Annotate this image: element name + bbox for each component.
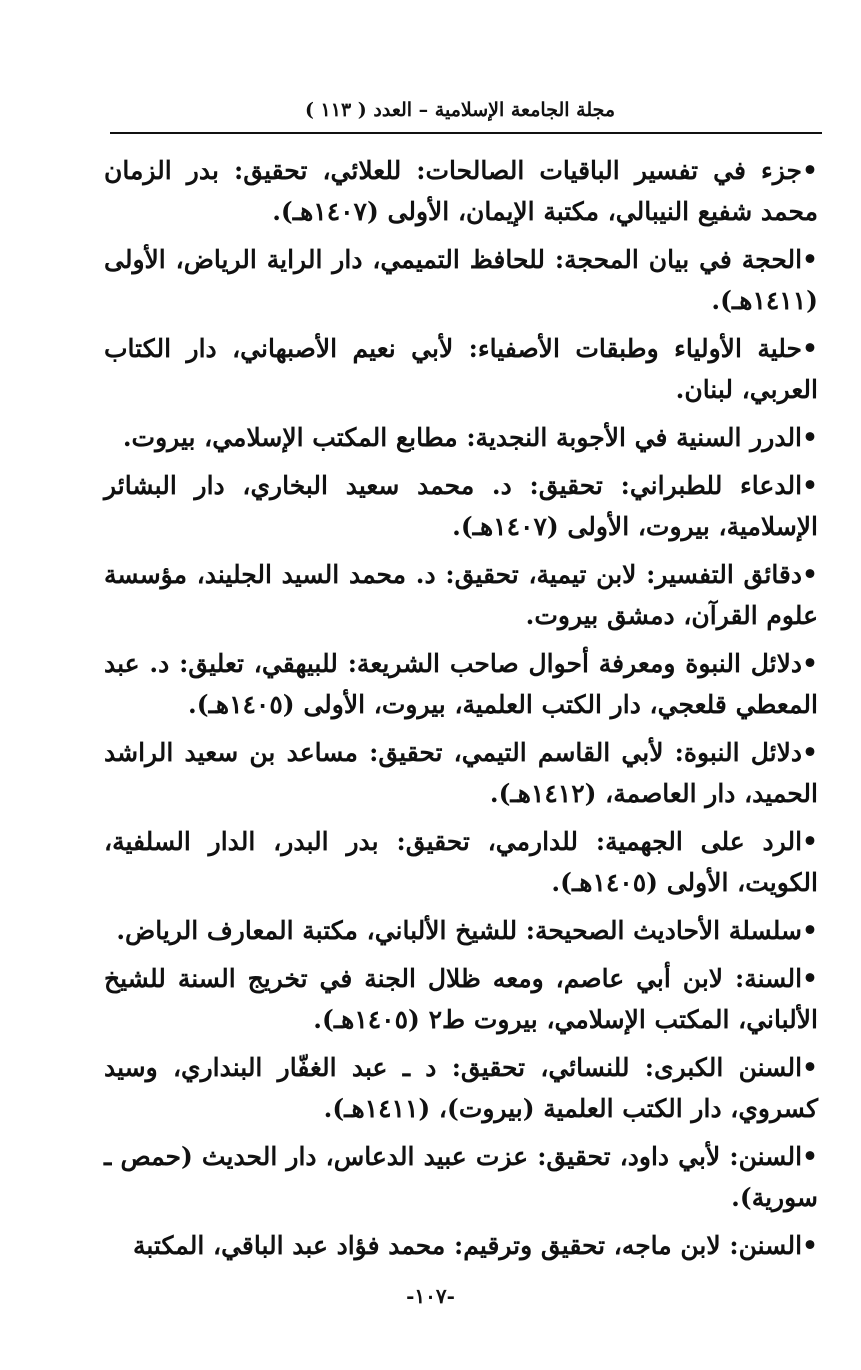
running-header: مجلة الجامعة الإسلامية – العدد ( ١١٣ )	[304, 99, 616, 121]
bibliography-entry: •الدعاء للطبراني: تحقيق: د. محمد سعيد البخاري، دار البشائر الإسلامية، بيروت، الأولى (١٤٠٧هـ).	[104, 471, 818, 541]
bibliography-entry: •السنن: لأبي داود، تحقيق: عزت عبيد الدعاس، دار الحديث (حمص ـ سورية).	[104, 1142, 818, 1212]
bibliography-entry: •سلسلة الأحاديث الصحيحة: للشيخ الألباني، مكتبة المعارف الرياض.	[116, 916, 818, 945]
bibliography-entry: •دلائل النبوة ومعرفة أحوال صاحب الشريعة: للبيهقي، تعليق: د. عبد المعطي قلعجي، دار الكتب العلمية، بيروت، الأولى (١٤٠٥هـ).	[104, 649, 818, 719]
page-number: -١٠٧-	[406, 1284, 455, 1308]
bibliography-entry: •السنن الكبرى: للنسائي، تحقيق: د ـ عبد الغفّار البنداري، وسيد كسروي، دار الكتب العلمية (بيروت)، (١٤١١هـ).	[104, 1053, 818, 1123]
bibliography-entry: •دقائق التفسير: لابن تيمية، تحقيق: د. محمد السيد الجليند، مؤسسة علوم القرآن، دمشق بيروت.	[104, 560, 818, 630]
bibliography-entry: •دلائل النبوة: لأبي القاسم التيمي، تحقيق: مساعد بن سعيد الراشد الحميد، دار العاصمة، (١٤١٢هـ).	[104, 738, 818, 808]
bibliography-entry: •السنن: لابن ماجه، تحقيق وترقيم: محمد فؤاد عبد الباقي، المكتبة	[132, 1231, 818, 1260]
header-divider	[110, 132, 822, 134]
bibliography-list	[104, 150, 818, 1273]
bibliography-entry: •الدرر السنية في الأجوبة النجدية: مطابع المكتب الإسلامي، بيروت.	[122, 423, 818, 452]
bibliography-entry: •الرد على الجهمية: للدارمي، تحقيق: بدر البدر، الدار السلفية، الكويت، الأولى (١٤٠٥هـ).	[104, 827, 818, 897]
bibliography-entry: •حلية الأولياء وطبقات الأصفياء: لأبي نعيم الأصبهاني، دار الكتاب العربي، لبنان.	[104, 334, 818, 404]
bibliography-entry: •جزء في تفسير الباقيات الصالحات: للعلائي، تحقيق: بدر الزمان محمد شفيع النيبالي، مكتبة الإيمان، الأولى (١٤٠٧هـ).	[104, 156, 818, 226]
bibliography-entry: •السنة: لابن أبي عاصم، ومعه ظلال الجنة في تخريج السنة للشيخ الألباني، المكتب الإسلامي، بيروت ط٢ (١٤٠٥هـ).	[104, 964, 818, 1034]
bibliography-entry: •الحجة في بيان المحجة: للحافظ التميمي، دار الراية الرياض، الأولى (١٤١١هـ).	[104, 245, 818, 315]
